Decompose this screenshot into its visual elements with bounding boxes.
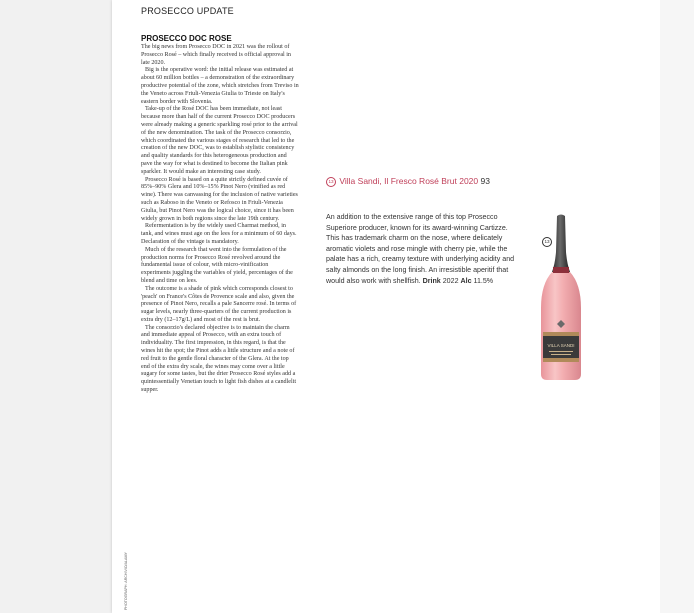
article-paragraph: The consorzio's declared objective is to maintain the charm and immediate appeal of Prosecco, with an extra touch of individuality. The first impression, in this regard, is that the wines hit the spot; the Pinot adds a little structure and a note of red fruit to the gentle floral character of the Glera. At the top end of the extra dry scale, the wines may come over a little sugary for some tastes, but the drier Prosecco Rosé styles add a quintessentially Venetian touch to light fish dishes at a candlelit supper. [141,324,297,394]
article-paragraph: The big news from Prosecco DOC in 2021 was the rollout of Prosecco Rosé – which finally received is official approval in late 2020. [141,44,291,66]
wine-name: Villa Sandi, Il Fresco Rosé Brut 2020 [339,176,479,186]
bottle-foil [552,215,570,273]
bottle-label-text: VILLA SANDI [547,343,575,348]
article-paragraph: Big is the operative word: the initial release was estimated at about 60 million bottles – a demonstration of the extraordinary productive potential of the zone, which stretches from Treviso in the Veneto across Friuli-Venezia Giulia to Trieste on Italy's eastern border with Slovenia. [141,67,299,105]
wine-heading [326,176,490,187]
article-paragraph: Refermentation is by the widely used Charmat method, in tank, and wines must age on the lees for a minimum of 60 days. Declaration of the vintage is mandatory. [141,223,297,245]
wine-description: An addition to the extensive range of this top Prosecco Superiore producer, known for its award-winning Cartizze. This has trademark charm on the nose, where delicately aromatic violets and rose mingle with cherry pie, while the palate has a rich, creamy texture with underlying acidity and salty almonds on the long finish. An irresistible aperitif that would also work with shellfish. [326,213,515,285]
section-header: PROSECCO UPDATE [141,6,234,16]
photo-credit-text: PHOTOGRAPH: ARCHIVIO/ALAMY [124,552,128,610]
alc-label: Alc [460,276,472,285]
drink-label: Drink [422,276,441,285]
wine-number-badge: 13 [326,177,336,187]
page-gutter [660,0,694,613]
wine-bottle-image [536,212,586,382]
article-paragraph: Prosecco Rosé is based on a quite strictly defined cuvée of 85%–90% Glera and 10%–15% Pinot Nero (vinified as red wine). There was canvassing for the inclusion of native varieties such as Raboso in the Veneto or Refosco in Friuli-Venezia Giulia, but Pinot Nero was the logical choice, since it has been widely grown in both regions since the late 19th century. [141,176,298,222]
article-column [141,34,299,395]
photo-credit [124,548,130,610]
article-paragraph: The outcome is a shade of pink which corresponds closest to 'peach' on France's Côtes de Provence scale and also, given the presence of Pinot Nero, recalls a pale Sancerre rosé. In terms of sugar levels, nearly three-quarters of the current production is extra dry (12–17g/L) and most of the rest is brut. [141,285,297,323]
article-paragraph: Take-up of the Rosé DOC has been immediate, not least because more than half of the current Prosecco DOC producers were already making a generic sparkling rosé prior to the arrival of the new denomination. The task of the Prosecco consorzio, which coordinated the various stages of research that led to the creation of the new DOC, was to establish stylistic consistency and quality standards for this heterogeneous production and pave the way for what is destined to become the Italian pink sparkler. It would make an interesting case study. [141,106,298,175]
drink-value: 2022 [442,276,459,285]
article-paragraph: Much of the research that went into the formulation of the production norms for Prosecco Rosé revolved around the fundamental issue of colour, with micro-vinification experiments juggling the variables of yield, percentages of the blend and time on lees. [141,246,293,284]
wine-review [326,212,520,286]
bottle-neck-band [553,267,569,273]
bottle-number-badge: 13 [542,237,552,247]
article-title: PROSECCO DOC ROSE [141,34,232,43]
alc-value: 11.5% [473,276,494,285]
wine-score: 93 [480,176,490,186]
